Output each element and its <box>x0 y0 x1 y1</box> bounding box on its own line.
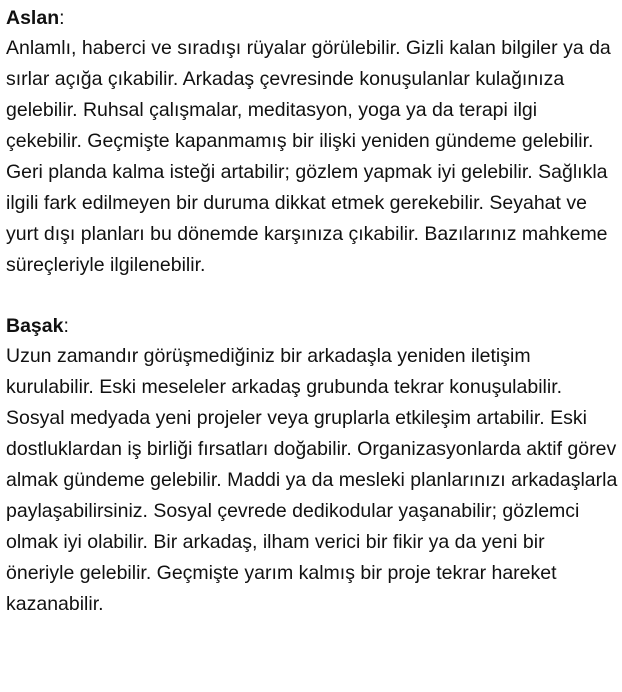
section-heading <box>6 312 616 341</box>
section-body: Anlamlı, haberci ve sıradışı rüyalar görülebilir. Gizli kalan bilgiler ya da sırlar açığa çıkabilir. Arkadaş çevresinde konuşulanlar kulağınıza gelebilir. Ruhsal çalışmalar, meditasyon, yoga ya da terapi ilgi çekebilir. Geçmişte kapanmamış bir ilişki yeniden gündeme gelebilir. Geri planda kalma isteği artabilir; gözlem yapmak iyi gelebilir. Sağlıkla ilgili fark edilmeyen bir duruma dikkat etmek gerekebilir. Seyahat ve yurt dışı planları bu dönemde karşınıza çıkabilir. Bazılarınız mahkeme süreçleriyle ilgilenebilir. <box>6 37 611 276</box>
heading-colon: : <box>59 7 65 29</box>
section-heading <box>6 4 616 33</box>
section-aslan <box>6 4 616 281</box>
section-basak <box>6 312 616 620</box>
sign-name: Başak <box>6 315 64 337</box>
section-body: Uzun zamandır görüşmediğiniz bir arkadaşla yeniden iletişim kurulabilir. Eski meseleler arkadaş grubunda tekrar konuşulabilir. Sosyal medyada yeni projeler veya gruplarla etkileşim artabilir. Eski dostluklardan iş birliği fırsatları doğabilir. Organizasyonlarda aktif görev almak gündeme gelebilir. Maddi ya da mesleki planlarınızı arkadaşlarla paylaşabilirsiniz. Sosyal çevrede dedikodular yaşanabilir; gözlemci olmak iyi olabilir. Bir arkadaş, ilham verici bir fikir ya da yeni bir öneriyle gelebilir. Geçmişte yarım kalmış bir proje tekrar hareket kazanabilir. <box>6 345 618 615</box>
sign-name: Aslan <box>6 7 60 29</box>
heading-colon: : <box>63 315 69 337</box>
